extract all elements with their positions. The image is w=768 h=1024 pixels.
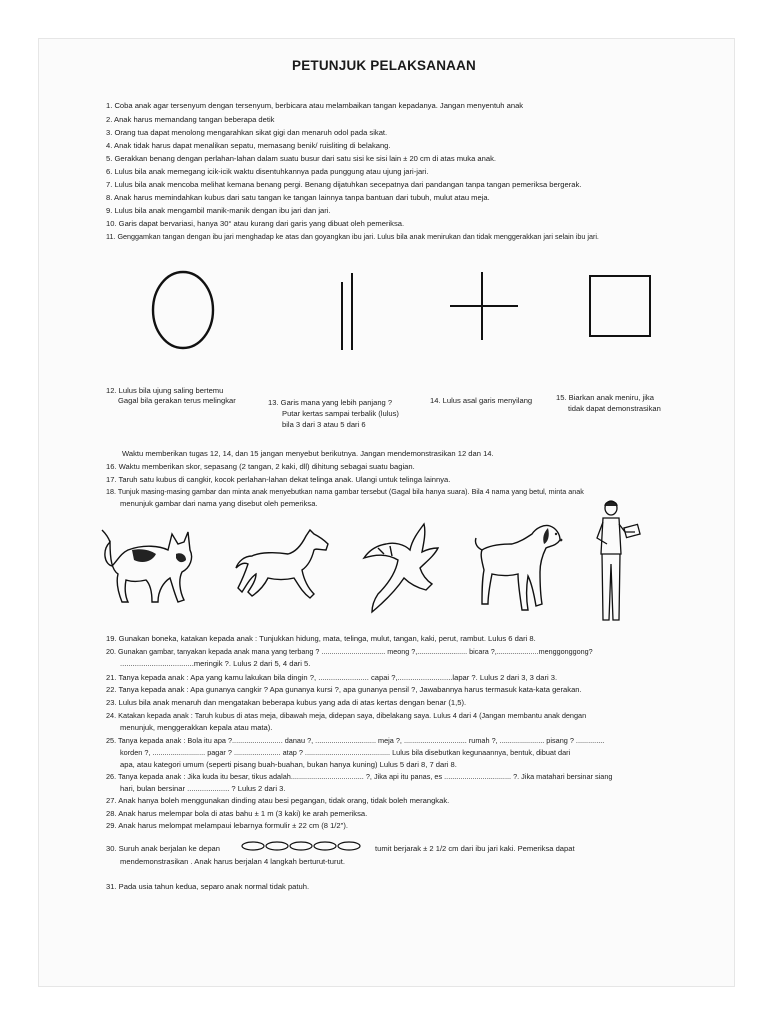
instruction-23: 23. Lulus bila anak menaruh dan mengatakan beberapa kubus yang ada di atas kertas dengan benar (1,5). [106, 698, 467, 707]
instruction-26-cont: hari, bulan bersinar .................... ? Lulus 2 dari 3. [120, 784, 286, 793]
note-tasks-12-14-15: Waktu memberikan tugas 12, 14, dan 15 jangan menyebut berikutnya. Jangan mendemonstrasikan 12 dan 14. [122, 449, 494, 458]
instruction-27: 27. Anak hanya boleh menggunakan dinding atau besi pegangan, tidak orang, tidak boleh merangkak. [106, 796, 450, 805]
instruction-28: 28. Anak harus melempar bola di atas bahu ± 1 m (3 kaki) ke arah pemeriksa. [106, 809, 368, 818]
caption-13-line2: Putar kertas sampai terbalik (lulus) [282, 409, 399, 418]
dog-picture [468, 520, 568, 620]
instruction-11: 11. Genggamkan tangan dengan ibu jari menghadap ke atas dan goyangkan ibu jari. Lulus bila anak menirukan dan tidak menggerakkan jari selain ibu jari. [106, 232, 599, 241]
instruction-26: 26. Tanya kepada anak : Jika kuda itu besar, tikus adalah.................................... ?, Jika api itu panas, es ................................. ?. Jika matahari bersinar siang [106, 772, 613, 781]
instruction-17: 17. Taruh satu kubus di cangkir, kocok perlahan-lahan dekat telinga anak. Ulangi untuk telinga lainnya. [106, 475, 451, 484]
instruction-25: 25. Tanya kepada anak : Bola itu apa ?......................... danau ?, .............................. meja ?, ............................... rumah ?, ...................... pisang ? .............. [106, 736, 605, 745]
footprints-icon [241, 839, 371, 853]
instruction-30: 30. Suruh anak berjalan ke depan [106, 844, 220, 853]
parallel-lines-figure [330, 270, 370, 370]
page-title: PETUNJUK PELAKSANAAN [291, 58, 476, 73]
instruction-16: 16. Waktu memberikan skor, sepasang (2 tangan, 2 kaki, dll) dihitung sebagai suatu bagian. [106, 462, 415, 471]
instruction-10: 10. Garis dapat bervariasi, hanya 30° atau kurang dari garis yang dibuat oleh pemeriksa. [106, 219, 405, 228]
circle-figure [140, 265, 230, 365]
instruction-24-cont: menunjuk, menggerakkan kepala atau mata). [120, 723, 273, 732]
instruction-8: 8. Anak harus memindahkan kubus dari satu tangan ke tangan lainnya tanpa bantuan dari tubuh, mulut atau meja. [106, 193, 490, 202]
instruction-5: 5. Gerakkan benang dengan perlahan-lahan dalam suatu busur dari satu sisi ke sisi lain ± 20 cm di atas muka anak. [106, 154, 496, 163]
instruction-20: 20. Gunakan gambar, tanyakan kepada anak mana yang terbang ? ................................ meong ?,......................... bicara ?,.....................menggonggong? [106, 647, 593, 656]
cross-figure [440, 270, 530, 350]
caption-15-line2: tidak dapat demonstrasikan [568, 404, 661, 413]
instruction-25-cont1: korden ?, .......................... pagar ? ....................... atap ? .......................................... Lulus bila disebutkan kegunaannya, bentuk, dibuat dari [120, 748, 571, 757]
caption-12-line1: 12. Lulus bila ujung saling bertemu [106, 386, 224, 395]
instruction-1: 1. Coba anak agar tersenyum dengan tersenyum, berbicara atau melambaikan tangan kepadanya. Jangan menyentuh anak [106, 101, 524, 110]
caption-15-line1: 15. Biarkan anak meniru, jika [556, 393, 654, 402]
caption-14: 14. Lulus asal garis menyilang [430, 396, 533, 405]
instruction-2: 2. Anak harus memandang tangan beberapa detik [106, 115, 275, 124]
instruction-31: 31. Pada usia tahun kedua, separo anak normal tidak patuh. [106, 882, 310, 891]
person-picture [585, 498, 645, 628]
instruction-24: 24. Katakan kepada anak : Taruh kubus di atas meja, dibawah meja, didepan saya, dibelakang saya. Lulus 4 dari 4 (Jangan membantu anak dengan [106, 711, 587, 720]
instruction-30-mid: tumit berjarak ± 2 1/2 cm dari ibu jari kaki. Pemeriksa dapat [375, 844, 575, 853]
instruction-18-cont: menunjuk gambar dari nama yang disebut oleh pemeriksa. [120, 499, 318, 508]
instruction-30-cont: mendemonstrasikan . Anak harus berjalan 4 langkah berturut-turut. [120, 857, 345, 866]
instruction-25-cont2: apa, atau kategori umum (seperti pisang buah-buahan, bukan hanya kuning) Lulus 5 dari 8, 7 dari 8. [120, 760, 457, 769]
instruction-20-cont: ...................................meringik ?. Lulus 2 dari 5, 4 dari 5. [120, 659, 311, 668]
instruction-19: 19. Gunakan boneka, katakan kepada anak : Tunjukkan hidung, mata, telinga, mulut, tangan, kaki, perut, rambut. Lulus 6 dari 8. [106, 634, 536, 643]
instruction-3: 3. Orang tua dapat menolong mengarahkan sikat gigi dan menaruh odol pada sikat. [106, 128, 388, 137]
instruction-22: 22. Tanya kepada anak : Apa gunanya cangkir ? Apa gunanya kursi ?, apa gunanya pensil ?, Jawabannya harus termasuk kata-kata gerakan. [106, 685, 582, 694]
instruction-21: 21. Tanya kepada anak : Apa yang kamu lakukan bila dingin ?, ........................ capai ?,..........................lapar ?. Lulus 2 dari 3, 3 dari 3. [106, 673, 558, 682]
instruction-29: 29. Anak harus melompat melampaui lebarnya formulir ± 22 cm (8 1/2"). [106, 821, 348, 830]
caption-12-line2: Gagal bila gerakan terus melingkar [118, 396, 236, 405]
instruction-4: 4. Anak tidak harus dapat menalikan sepatu, memasang benik/ ruisliting di belakang. [106, 141, 391, 150]
instruction-7: 7. Lulus bila anak mencoba melihat kemana benang pergi. Benang dijatuhkan secepatnya dari pandangan tanpa tangan pemeriksa bergerak. [106, 180, 582, 189]
instruction-9: 9. Lulus bila anak mengambil manik-manik dengan ibu jari dan jari. [106, 206, 331, 215]
horse-picture [230, 522, 340, 612]
caption-13-line1: 13. Garis mana yang lebih panjang ? [268, 398, 393, 407]
cat-picture [98, 520, 203, 610]
bird-picture [360, 518, 455, 618]
square-figure [580, 272, 660, 352]
instruction-6: 6. Lulus bila anak memegang icik-icik waktu disentuhkannya pada punggung atau ujung jari-jari. [106, 167, 429, 176]
instruction-18: 18. Tunjuk masing-masing gambar dan minta anak menyebutkan nama gambar tersebut (Gagal bila hanya suara). Bila 4 nama yang betul, minta anak [106, 487, 584, 496]
caption-13-line3: bila 3 dari 3 atau 5 dari 6 [282, 420, 366, 429]
